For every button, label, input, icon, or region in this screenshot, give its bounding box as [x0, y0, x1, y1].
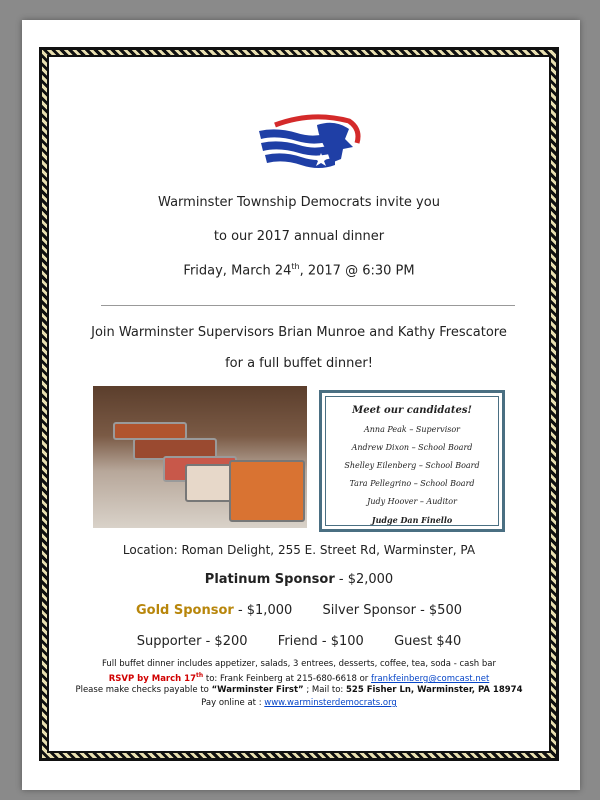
invite-line-2: to our 2017 annual dinner	[213, 229, 385, 244]
flyer-content	[49, 57, 549, 751]
buffet-photo	[93, 386, 307, 528]
pay-online-line: Pay online at : www.warminsterdemocrats.org	[201, 698, 397, 708]
candidate-item: Anna Peak – Supervisor	[364, 425, 460, 434]
join-line-1: Join Warminster Supervisors Brian Munroe and Kathy Frescatore	[91, 325, 507, 340]
email-link[interactable]: frankfeinberg@comcast.net	[370, 673, 490, 684]
gold-silver-sponsors: Gold Sponsor - $1,000 Silver Sponsor - $500	[135, 603, 462, 618]
event-date: Friday, March 24th, 2017 @ 6:30 PM	[183, 262, 415, 279]
buffet-includes: Full buffet dinner includes appetizer, salads, 3 entrees, desserts, coffee, tea, soda - cash bar	[102, 659, 496, 669]
candidate-item: Judy Hoover – Auditor	[367, 497, 457, 506]
website-link[interactable]: www.warminsterdemocrats.org	[264, 698, 397, 708]
rsvp-line: RSVP by March 17th to: Frank Feinberg at 215-680-6618 or frankfeinberg@comcast.net	[108, 672, 490, 684]
invite-line-1: Warminster Township Democrats invite you	[158, 195, 440, 210]
candidate-item: Shelley Eilenberg – School Board	[344, 461, 480, 470]
candidate-item: Tara Pellegrino – School Board	[349, 479, 475, 488]
divider	[101, 305, 515, 306]
location: Location: Roman Delight, 255 E. Street Rd, Warminster, PA	[122, 543, 476, 557]
checks-line: Please make checks payable to “Warminster First” ; Mail to: 525 Fisher Ln, Warminster, PA 18974	[75, 685, 523, 695]
other-tiers: Supporter - $200 Friend - $100 Guest $40	[136, 634, 462, 649]
decorative-border	[39, 47, 559, 761]
candidates-title: Meet our candidates!	[352, 405, 472, 416]
democrats-logo-icon	[257, 113, 363, 177]
candidate-item: Andrew Dixon – School Board	[351, 443, 473, 452]
candidate-item: Judge Dan Finello	[371, 515, 453, 525]
platinum-sponsor: Platinum Sponsor - $2,000	[204, 572, 394, 587]
candidates-box	[319, 390, 505, 532]
flyer-page	[22, 20, 580, 790]
join-line-2: for a full buffet dinner!	[225, 356, 373, 371]
